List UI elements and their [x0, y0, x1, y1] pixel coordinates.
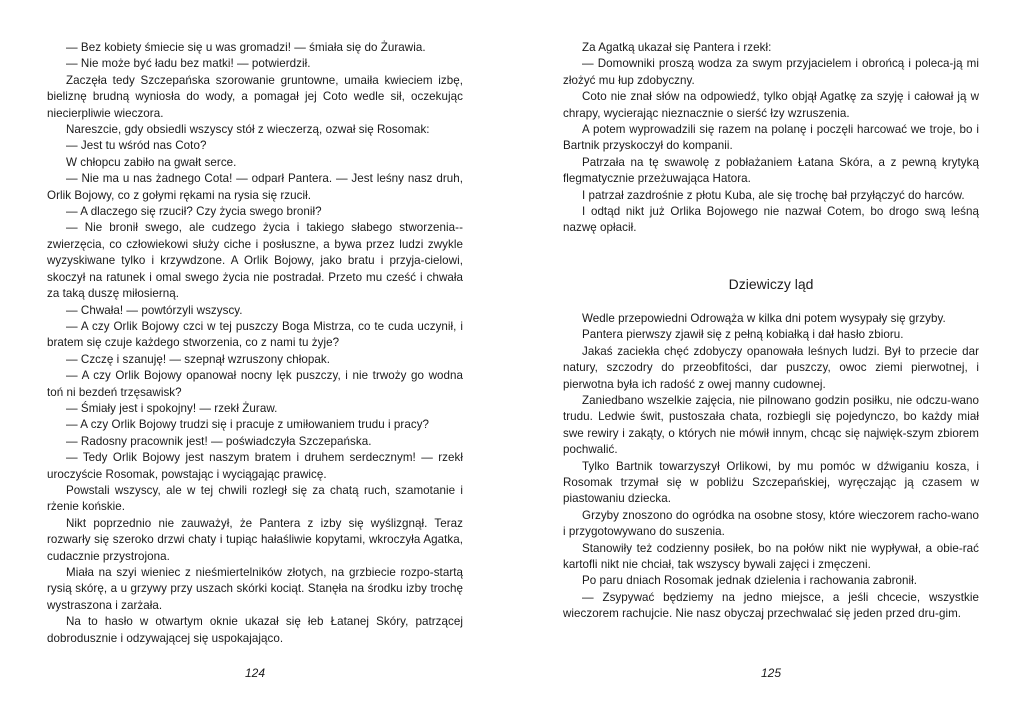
paragraph: Nikt poprzednio nie zauważył, że Pantera z izby się wyślizgnął. Teraz rozwarły się szeroko drzwi chaty i tupiąc hałaśliwie kopytami, wkroczyła Agatka, cudacznie przystrojona. — [47, 516, 463, 563]
paragraph: — Nie bronił swego, ale cudzego życia i takiego słabego stworzenia-​-zwierzęcia, co człowiekowi służy ciche i posłuszne, a bywa przez ludzi zwykle wyzyskiwane tylko i krzywdzone. A Orlik Bojowy, jako bratu i przyja-​cielowi, skoczył na ratunek i omal swego życia nie postradał. Przeto mu cześć i chwała za taką duszę miłosierną. — [47, 221, 463, 301]
paragraph: Coto nie znał słów na odpowiedź, tylko objął Agatkę za szyję i całował ją w chrapy, wycierając nieznacznie o sierść łzy wzruszenia. — [563, 90, 979, 120]
paragraph: — Bez kobiety śmiecie się u was gromadzi! — śmiała się do Żurawia. — [66, 41, 426, 54]
paragraph: Jakaś zaciekła chęć zdobyczy opanowała leśnych ludzi. Był to przecie dar natury, szczodry do przeobfitości, dar puszczy, owoc ziemi pierwotnej, i pierwotna była ich radość z owej manny cudownej. — [563, 344, 979, 391]
paragraph: — Radosny pracownik jest! — poświadczyła Szczepańska. — [66, 434, 372, 448]
paragraph: Nareszcie, gdy obsiedli wszyscy stół z wieczerzą, ozwał się Rosomak: — [66, 123, 430, 137]
paragraph: — Zsypywać będziemy na jedno miejsce, a jeśli chcecie, wszystkie wieczorem rachujcie. Nie nasz obyczaj przechwalać się jeden przed dru-​gim. — [563, 590, 979, 621]
paragraph: Stanowiły też codzienny posiłek, bo na połów nikt nie wypływał, a obie-​rać kartofli nikt nie chciał, tak wszyscy bywali zajęci i zmęczeni. — [563, 541, 979, 571]
paragraph: I patrzał zazdrośnie z płotu Kuba, ale się trochę bał przyłączyć do harców. — [582, 188, 965, 202]
paragraph: I odtąd nikt już Orlika Bojowego nie nazwał Cotem, bo drogo swą leśną nazwę opłacił. — [563, 205, 979, 235]
chapter-title: Dziewiczy ląd — [728, 275, 814, 292]
paragraph: Patrzała na tę swawolę z pobłażaniem Łatana Skóra, a z pewną krytyką flegmatycznie przeżuwająca Hatora. — [563, 155, 979, 186]
paragraph: A potem wyprowadzili się razem na polanę i poczęli harcować we troje, bo i Bartnik przyskoczył do kompanii. — [563, 123, 979, 153]
paragraph: — A czy Orlik Bojowy trudzi się i pracuje z umiłowaniem trudu i pracy? — [66, 418, 430, 432]
paragraph: — Tedy Orlik Bojowy jest naszym bratem i druhem serdecznym! — rzekł uroczyście Rosomak, powstając i wyciągając prawicę. — [47, 451, 463, 481]
paragraph: — A czy Orlik Bojowy opanował nocny lęk puszczy, i nie trwoży go wodna toń ni bezdeń trzęsawisk? — [47, 369, 463, 399]
paragraph: Grzyby znoszono do ogródka na osobne stosy, które wieczorem racho-​wano i przygotowywano do suszenia. — [563, 508, 979, 539]
paragraph: Tylko Bartnik towarzyszył Orlikowi, by mu pomóc w dźwiganiu kosza, i Rosomak trzymał się w pobliżu Szczepańskiej, wyręczając ją czasem w piastowaniu dziecka. — [563, 459, 979, 506]
paragraph: Pantera pierwszy zjawił się z pełną kobiałką i dał hasło zbioru. — [582, 328, 904, 342]
paragraph: Miała na szyi wieniec z nieśmiertelników złotych, na grzbiecie rozpo-​startą rysią skórę, a u grzywy przy uszach skórki kociąt. Stanęła na środku izby trochę wystraszona i zarżała. — [47, 566, 463, 612]
paragraph: — Czczę i szanuję! — szepnął wzruszony chłopak. — [66, 352, 330, 366]
paragraph: — Nie ma u nas żadnego Cota! — odparł Pantera. — Jest leśny nasz druh, Orlik Bojowy, co z gołymi rękami na rysia się rzucił. — [47, 172, 463, 202]
paragraph: — Śmiały jest i spokojny! — rzekł Żuraw. — [66, 401, 278, 415]
paragraph: — Domowniki proszą wodza za swym przyjacielem i obrońcą i poleca-​ją mi złożyć mu łup zdobyczny. — [563, 57, 979, 87]
page-number-right: 125 — [760, 666, 782, 680]
paragraph: — A czy Orlik Bojowy czci w tej puszczy Boga Mistrza, co te cuda uczynił, i bratem się czuje każdego stworzenia, co z nami tu żyje? — [47, 319, 463, 350]
paragraph: — Nie może być ładu bez matki! — potwierdził. — [66, 57, 311, 71]
paragraph: Wedle przepowiedni Odrowąża w kilka dni potem wysypały się grzyby. — [582, 311, 946, 325]
paragraph: Zaczęła tedy Szczepańska szorowanie gruntowne, umaiła kwieciem izbę, bieliznę brudną wyniosła do wody, a pomagał jej Coto wedle sił, oczekując niecierpliwie wieczora. — [47, 73, 463, 120]
paragraph: W chłopcu zabiło na gwałt serce. — [66, 155, 237, 169]
paragraph: Zaniedbano wszelkie zajęcia, nie pilnowano godzin posiłku, nie odczu-​wano trudu. Ledwie świt, pustoszała chata, rozbiegli się pojedynczo, bo każdy miał swe rewiry i zakąty, o których nie mówił innym, chcąc się najwięk-​szym zbiorem pochwalić. — [563, 393, 979, 457]
paragraph: Powstali wszyscy, ale w tej chwili rozległ się za chatą ruch, szamotanie i rżenie końskie. — [47, 483, 463, 514]
paragraph: — Jest tu wśród nas Coto? — [66, 139, 207, 153]
paragraph: — Chwała! — powtórzyli wszyscy. — [66, 303, 243, 317]
page-number-left: 124 — [244, 666, 266, 680]
right-page — [563, 40, 979, 623]
left-page — [47, 40, 463, 647]
paragraph: Po paru dniach Rosomak jednak dzielenia i rachowania zabronił. — [582, 574, 918, 588]
paragraph: Na to hasło w otwartym oknie ukazał się łeb Łatanej Skóry, patrzącej dobrodusznie i odzywającej się uspokajająco. — [47, 615, 463, 645]
paragraph: — A dlaczego się rzucił? Czy życia swego bronił? — [66, 205, 322, 219]
paragraph: Za Agatką ukazał się Pantera i rzekł: — [582, 41, 772, 54]
